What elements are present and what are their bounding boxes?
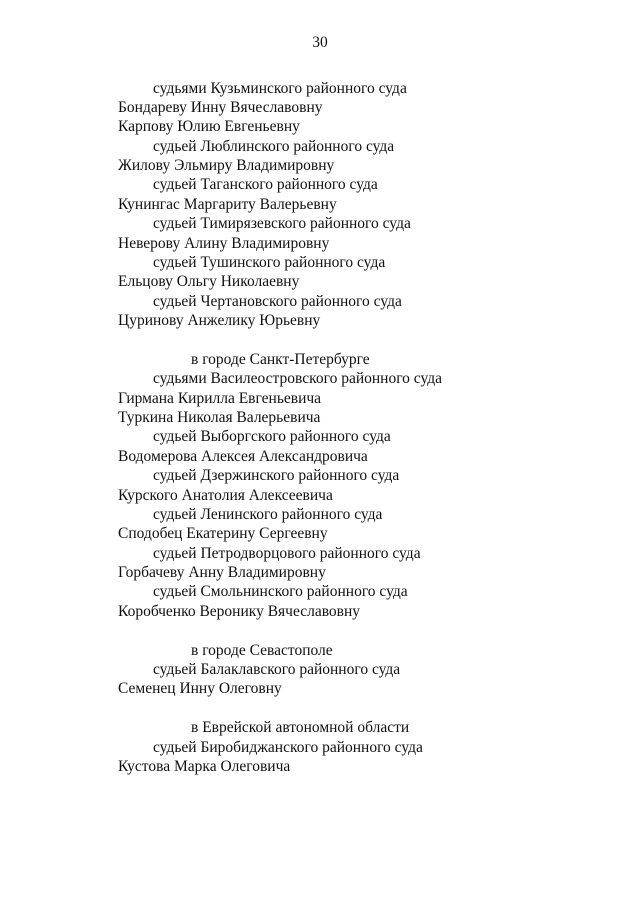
judge-name: Ельцову Ольгу Николаевну [118,273,300,290]
court-heading: судьей Ленинского районного суда [153,506,383,523]
court-heading: судьями Кузьминского районного суда [153,80,407,97]
court-heading: судьей Люблинского районного суда [153,138,395,155]
judge-name: Гирмана Кирилла Евгеньевича [118,390,322,407]
court-heading: судьей Тимирязевского районного суда [153,215,411,232]
judge-name: Жилову Эльмиру Владимировну [118,157,335,174]
region-heading: в Еврейской автономной области [191,719,410,736]
court-heading: судьей Таганского районного суда [153,176,378,193]
region-heading: в городе Севастополе [191,642,333,659]
judge-name: Кунингас Маргариту Валерьевну [118,196,337,213]
judge-name: Неверову Алину Владимировну [118,235,330,252]
judge-name: Туркина Николая Валерьевича [118,409,321,426]
judge-name: Курского Анатолия Алексеевича [118,487,333,504]
region-heading: в городе Санкт-Петербурге [191,351,370,368]
judge-name: Сподобец Екатерину Сергеевну [118,525,328,542]
judge-name: Коробченко Веронику Вячеславовну [118,603,361,620]
court-heading: судьей Петродворцового районного суда [153,545,421,562]
judge-name: Карпову Юлию Евгеньевну [118,118,300,135]
court-heading: судьей Выборгского районного суда [153,428,391,445]
court-heading: судьей Балаклавского районного суда [153,661,401,678]
judge-name: Кустова Марка Олеговича [118,758,291,775]
judge-name: Горбачеву Анну Владимировну [118,564,326,581]
court-heading: судьей Тушинского районного суда [153,254,386,271]
court-heading: судьей Чертановского районного суда [153,293,402,310]
court-heading: судьей Дзержинского районного суда [153,467,400,484]
judge-name: Семенец Инну Олеговну [118,680,282,697]
judge-name: Бондареву Инну Вячеславовну [118,99,323,116]
court-heading: судьями Василеостровского районного суда [153,370,443,387]
court-heading: судьей Биробиджанского районного суда [153,739,423,756]
judge-name: Водомерова Алексея Александровича [118,448,368,465]
court-heading: судьей Смольнинского районного суда [153,583,408,600]
page-number: 30 [312,34,328,51]
judge-name: Цуринову Анжелику Юрьевну [118,312,321,329]
